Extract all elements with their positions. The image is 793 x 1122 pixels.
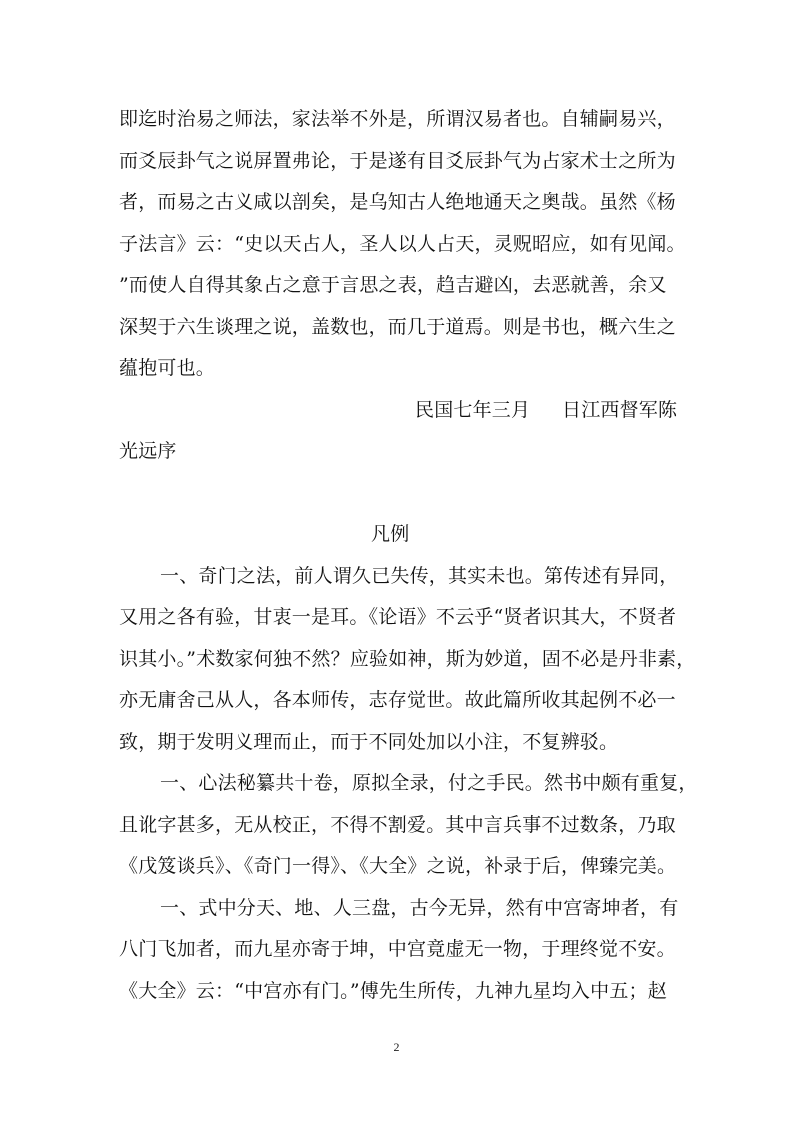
signature-tail: 光远序 xyxy=(119,440,177,462)
fanli-line: 亦无庸舍己从人，各本师传，志存觉世。故此篇所收其起例不必一 xyxy=(119,689,676,711)
fanli-line: 一、奇门之法，前人谓久已失传，其实未也。第传述有异同， xyxy=(160,565,679,587)
fanli-line: 八门飞加者，而九星亦寄于坤，中宫竟虚无一物，于理终觉不安。 xyxy=(119,938,676,960)
preface-line: 而爻辰卦气之说屏置弗论，于是遂有目爻辰卦气为占家术士之所为 xyxy=(119,150,676,172)
fanli-line: 又用之各有验，甘衷一是耳。《论语》不云乎“贤者识其大，不贤者 xyxy=(119,606,677,628)
fanli-line: 一、心法秘纂共十卷，原拟全录，付之手民。然书中颇有重复， xyxy=(160,772,698,794)
section-heading: 凡例 xyxy=(371,523,410,545)
fanli-line: 且讹字甚多，无从校正，不得不割爱。其中言兵事不过数条，乃取 xyxy=(119,814,676,836)
preface-line: 蕴抱可也。 xyxy=(119,357,216,379)
fanli-line: 致，期于发明义理而止，而于不同处加以小注，不复辨驳。 xyxy=(119,731,619,753)
preface-line: 子法言》云：“史以天占人，圣人以人占天，灵贶昭应，如有见闻。 xyxy=(119,233,686,255)
signature-name: 日江西督军陈 xyxy=(562,399,678,421)
page-number: 2 xyxy=(393,1040,400,1054)
fanli-line: 一、式中分天、地、人三盘，古今无异，然有中宫寄坤者，有 xyxy=(160,897,679,919)
fanli-line: 《戊笈谈兵》、《奇门一得》、《大全》之说，补录于后，俾臻完美。 xyxy=(119,855,677,877)
preface-line: 者，而易之古义咸以剖矣，是乌知古人绝地通天之奥哉。虽然《杨 xyxy=(119,191,676,213)
fanli-line: 识其小。”术数家何独不然？应验如神，斯为妙道，固不必是丹非素， xyxy=(119,648,696,670)
preface-line: 深契于六生谈理之说，盖数也，而几于道焉。则是书也，概六生之 xyxy=(119,316,676,338)
preface-line: ”而使人自得其象占之意于言思之表，趋吉避凶，去恶就善，余又 xyxy=(119,274,667,296)
preface-line: 即迄时治易之师法，家法举不外是，所谓汉易者也。自辅嗣易兴， xyxy=(119,108,676,130)
fanli-line: 《大全》云：“中宫亦有门。”傅先生所传，九神九星均入中五；赵 xyxy=(119,980,667,1002)
signature-date: 民国七年三月 xyxy=(415,399,531,421)
